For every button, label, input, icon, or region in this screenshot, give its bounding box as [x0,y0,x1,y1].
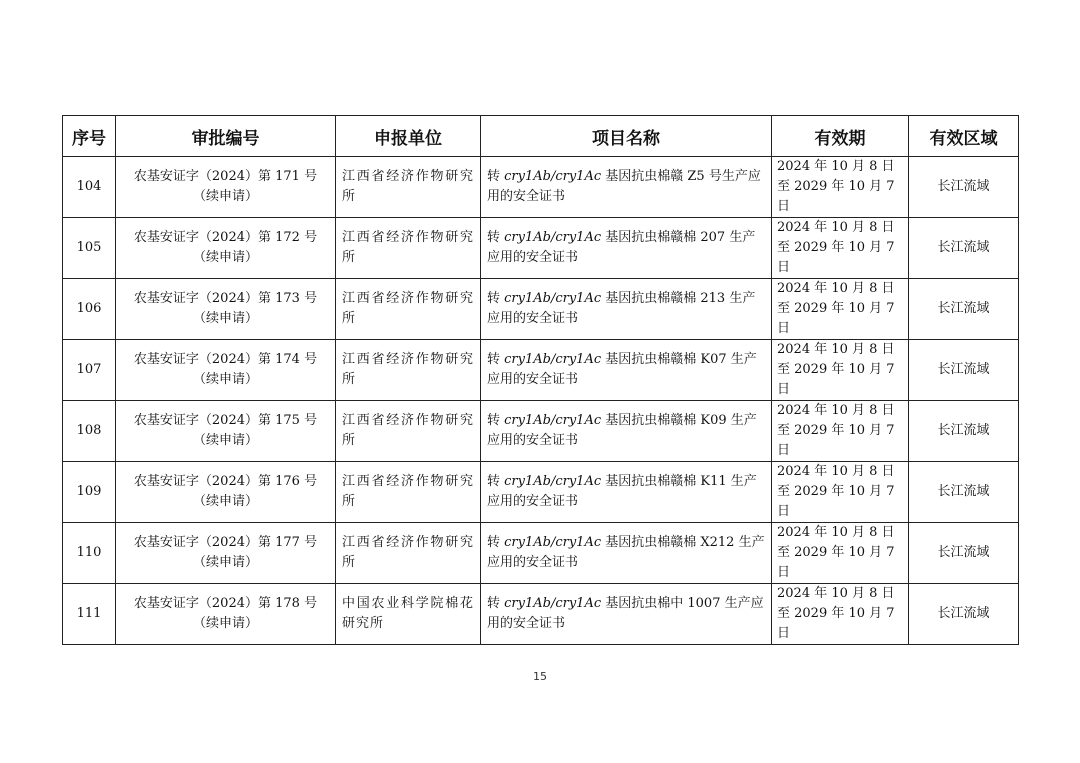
table-row [63,340,1019,401]
renewal-note: （续申请） [192,433,258,448]
cell-project-name [481,584,772,645]
cell-seq: 109 [63,462,116,523]
project-prefix: 转 [487,474,505,489]
cell-project-name [481,523,772,584]
table-row [63,279,1019,340]
cell-valid-region: 长江流域 [909,462,1019,523]
project-prefix: 转 [487,291,505,306]
cell-approval-number [116,340,336,401]
cell-approval-number [116,584,336,645]
date-start: 2024 年 10 月 8 日 [777,281,895,296]
certificate-table [62,115,1019,645]
date-start: 2024 年 10 月 8 日 [777,403,895,418]
date-end: 至 2029 年 10 月 7 [777,423,895,438]
date-end-suffix: 日 [777,626,791,641]
cell-validity-period [772,401,909,462]
date-end-suffix: 日 [777,565,791,580]
project-suffix: 基因抗虫棉赣棉 213 生产应用的安全证书 [487,291,756,326]
cell-validity-period [772,218,909,279]
cell-valid-region: 长江流域 [909,584,1019,645]
table-row [63,218,1019,279]
cell-validity-period [772,462,909,523]
cell-applicant-unit: 中国农业科学院棉花研究所 [336,584,481,645]
date-end: 至 2029 年 10 月 7 [777,179,895,194]
project-suffix: 基因抗虫棉赣棉 K07 生产应用的安全证书 [487,352,757,387]
table-header-row [63,116,1019,157]
project-gene: cry1Ab/cry1Ac [504,291,602,306]
cell-valid-region: 长江流域 [909,340,1019,401]
date-start: 2024 年 10 月 8 日 [777,525,895,540]
table-row [63,401,1019,462]
approval-number-text: 农基安证字（2024）第 175 号 [133,413,318,428]
date-end: 至 2029 年 10 月 7 [777,240,895,255]
date-end: 至 2029 年 10 月 7 [777,301,895,316]
project-prefix: 转 [487,413,505,428]
date-start: 2024 年 10 月 8 日 [777,159,895,174]
date-end-suffix: 日 [777,504,791,519]
cell-applicant-unit: 江西省经济作物研究所 [336,157,481,218]
cell-approval-number [116,523,336,584]
cell-approval-number [116,279,336,340]
cell-seq: 104 [63,157,116,218]
project-suffix: 基因抗虫棉赣棉 X212 生产应用的安全证书 [487,535,765,570]
table-row [63,584,1019,645]
date-end-suffix: 日 [777,260,791,275]
cell-project-name [481,462,772,523]
project-suffix: 基因抗虫棉赣棉 K11 生产应用的安全证书 [487,474,757,509]
header-seq: 序号 [63,116,116,157]
approval-number-text: 农基安证字（2024）第 171 号 [133,169,318,184]
cell-project-name [481,218,772,279]
date-end: 至 2029 年 10 月 7 [777,606,895,621]
cell-valid-region: 长江流域 [909,523,1019,584]
project-gene: cry1Ab/cry1Ac [504,230,602,245]
table-row [63,523,1019,584]
date-start: 2024 年 10 月 8 日 [777,220,895,235]
cell-applicant-unit: 江西省经济作物研究所 [336,218,481,279]
renewal-note: （续申请） [192,494,258,509]
cell-approval-number [116,218,336,279]
cell-valid-region: 长江流域 [909,218,1019,279]
cell-approval-number [116,157,336,218]
date-end-suffix: 日 [777,199,791,214]
cell-validity-period [772,340,909,401]
date-start: 2024 年 10 月 8 日 [777,342,895,357]
project-suffix: 基因抗虫棉赣棉 207 生产应用的安全证书 [487,230,756,265]
header-valid-region: 有效区域 [909,116,1019,157]
approval-number-text: 农基安证字（2024）第 177 号 [133,535,318,550]
cell-seq: 105 [63,218,116,279]
cell-applicant-unit: 江西省经济作物研究所 [336,462,481,523]
cell-applicant-unit: 江西省经济作物研究所 [336,523,481,584]
date-end: 至 2029 年 10 月 7 [777,545,895,560]
date-end-suffix: 日 [777,382,791,397]
approval-number-text: 农基安证字（2024）第 173 号 [133,291,318,306]
approval-number-text: 农基安证字（2024）第 174 号 [133,352,318,367]
project-prefix: 转 [487,169,505,184]
approval-number-text: 农基安证字（2024）第 172 号 [133,230,318,245]
cell-project-name [481,340,772,401]
cell-validity-period [772,523,909,584]
date-end-suffix: 日 [777,321,791,336]
cell-applicant-unit: 江西省经济作物研究所 [336,401,481,462]
project-gene: cry1Ab/cry1Ac [504,169,602,184]
date-end: 至 2029 年 10 月 7 [777,362,895,377]
cell-project-name [481,401,772,462]
table-row [63,462,1019,523]
cell-valid-region: 长江流域 [909,157,1019,218]
cell-validity-period [772,584,909,645]
page-number: 15 [533,670,547,683]
renewal-note: （续申请） [192,372,258,387]
project-prefix: 转 [487,535,505,550]
project-gene: cry1Ab/cry1Ac [504,474,602,489]
project-suffix: 基因抗虫棉中 1007 生产应用的安全证书 [487,596,764,631]
cell-seq: 108 [63,401,116,462]
project-prefix: 转 [487,230,505,245]
approval-number-text: 农基安证字（2024）第 176 号 [133,474,318,489]
cell-seq: 110 [63,523,116,584]
header-validity-period: 有效期 [772,116,909,157]
date-start: 2024 年 10 月 8 日 [777,464,895,479]
cell-project-name [481,279,772,340]
cell-applicant-unit: 江西省经济作物研究所 [336,340,481,401]
renewal-note: （续申请） [192,250,258,265]
cell-valid-region: 长江流域 [909,401,1019,462]
header-applicant-unit: 申报单位 [336,116,481,157]
cell-validity-period [772,157,909,218]
project-gene: cry1Ab/cry1Ac [504,413,602,428]
cell-approval-number [116,401,336,462]
project-suffix: 基因抗虫棉赣棉 K09 生产应用的安全证书 [487,413,757,448]
renewal-note: （续申请） [192,555,258,570]
project-gene: cry1Ab/cry1Ac [504,535,602,550]
header-project-name: 项目名称 [481,116,772,157]
date-start: 2024 年 10 月 8 日 [777,586,895,601]
cell-seq: 106 [63,279,116,340]
cell-approval-number [116,462,336,523]
date-end: 至 2029 年 10 月 7 [777,484,895,499]
cell-seq: 111 [63,584,116,645]
project-gene: cry1Ab/cry1Ac [504,596,602,611]
project-suffix: 基因抗虫棉赣 Z5 号生产应用的安全证书 [487,169,761,204]
renewal-note: （续申请） [192,616,258,631]
table-row [63,157,1019,218]
cell-applicant-unit: 江西省经济作物研究所 [336,279,481,340]
renewal-note: （续申请） [192,189,258,204]
renewal-note: （续申请） [192,311,258,326]
cell-project-name [481,157,772,218]
project-gene: cry1Ab/cry1Ac [504,352,602,367]
project-prefix: 转 [487,596,505,611]
cell-validity-period [772,279,909,340]
cell-valid-region: 长江流域 [909,279,1019,340]
date-end-suffix: 日 [777,443,791,458]
approval-number-text: 农基安证字（2024）第 178 号 [133,596,318,611]
header-approval-number: 审批编号 [116,116,336,157]
project-prefix: 转 [487,352,505,367]
cell-seq: 107 [63,340,116,401]
